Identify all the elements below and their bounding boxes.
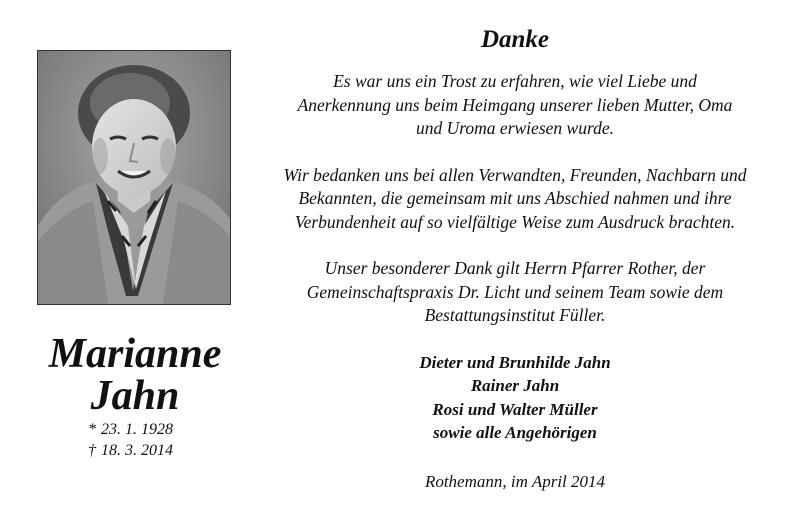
first-name: Marianne [48,331,222,377]
paragraph-line: Bestattungsinstitut Füller. [424,305,606,325]
paragraph-line: Es war uns ein Trost zu erfahren, wie viel Liebe und [333,71,697,91]
signatories [255,351,775,445]
deceased-name [40,333,230,417]
death-date-row [88,440,198,461]
paragraph-line: und Uroma erwiesen wurde. [416,118,614,138]
paragraph-line: Bekannten, die gemeinsam mit uns Abschied nahmen und ihre [298,188,732,208]
signatory: Dieter und Brunhilde Jahn [419,352,611,372]
paragraph-line: Anerkennung uns beim Heimgang unserer lieben Mutter, Oma [297,94,733,115]
death-date: 18. 3. 2014 [101,442,173,459]
paragraph-line: Wir bedanken uns bei allen Verwandten, Freunden, Nachbarn und [283,164,747,185]
thank-you-text [255,24,775,493]
paragraph-1 [255,70,775,141]
heading: Danke [480,26,550,53]
life-dates [88,419,198,461]
portrait-photo [38,51,230,304]
paragraph-2 [255,164,775,235]
birth-star-icon: * [88,421,96,438]
paragraph-3 [255,257,775,328]
birth-date: 23. 1. 1928 [101,421,173,438]
paragraph-line: Unser besonderer Dank gilt Herrn Pfarrer Rother, der [324,258,706,278]
place-date: Rothemann, im April 2014 [424,471,606,491]
last-name: Jahn [90,373,180,419]
signatory: Rainer Jahn [470,376,560,395]
death-cross-icon: † [88,442,96,459]
paragraph-line: Gemeinschaftspraxis Dr. Licht und seinem Team sowie dem [306,281,724,302]
signatory: Rosi und Walter Müller [432,399,598,419]
portrait-image [38,51,230,304]
signatory: sowie alle Angehörigen [433,423,597,442]
birth-date-row [88,419,198,440]
paragraph-line: Verbundenheit auf so vielfältige Weise zum Ausdruck brachten. [294,211,736,232]
